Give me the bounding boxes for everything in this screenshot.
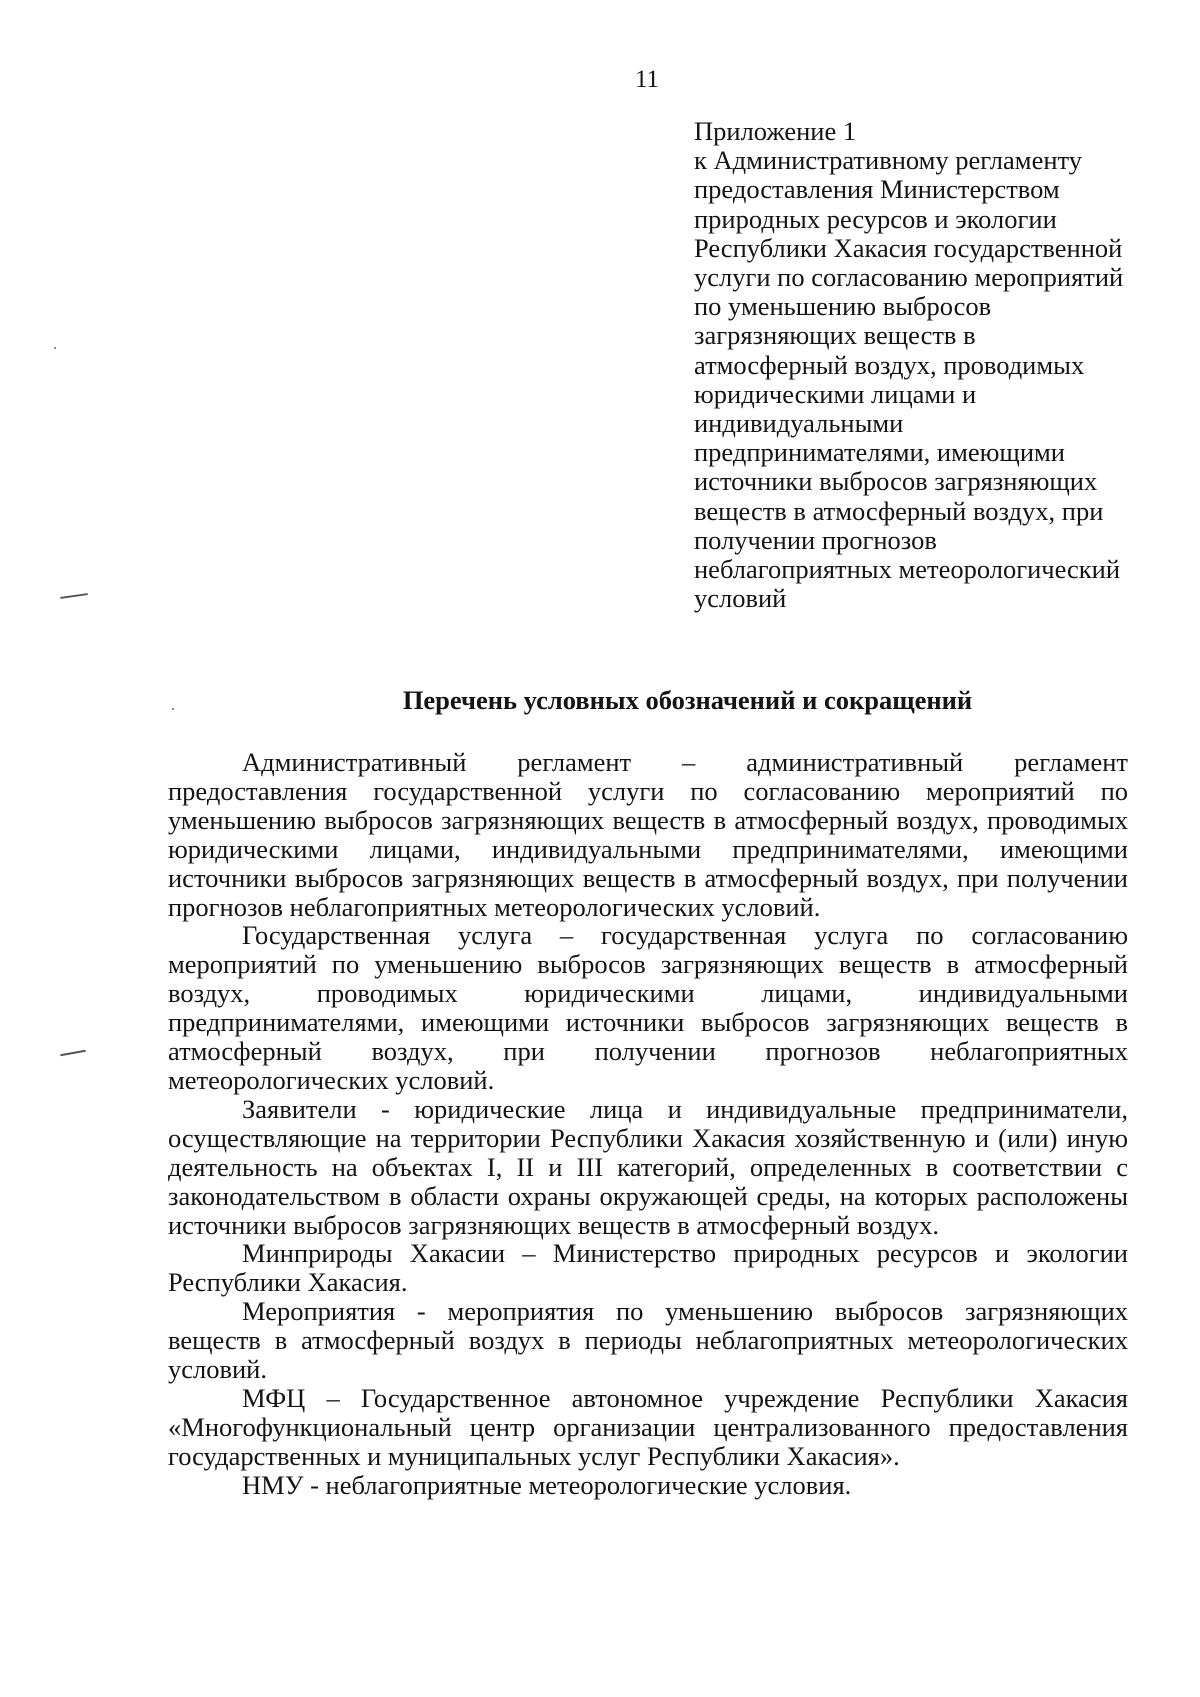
appendix-line: условий xyxy=(694,583,787,614)
definition-nmu: НМУ - неблагоприятные метеорологические условия. xyxy=(242,1469,852,1500)
scan-mark xyxy=(60,593,88,599)
appendix-header xyxy=(694,117,1134,613)
appendix-line: Республики Хакасия государственной xyxy=(694,232,1123,263)
appendix-line: веществ в атмосферный воздух, при xyxy=(694,495,1104,526)
definition-applicants: Заявители - юридические лица и индивидуальные предприниматели, осуществляющие на территории Республики Хакасия хозяйственную и (или) иную деятельность на объектах I, II и III категорий, определенных в соответствии с законодательством в области охраны окружающей среды, на которых расположены источники выбросов загрязняющих веществ в атмосферный воздух. xyxy=(168,1093,1128,1240)
scan-mark xyxy=(60,1050,86,1056)
appendix-line: предпринимателями, имеющими xyxy=(694,437,1065,468)
appendix-line: атмосферный воздух, проводимых xyxy=(694,349,1085,380)
appendix-line: природных ресурсов и экологии xyxy=(694,203,1057,234)
appendix-line: предоставления Министерством xyxy=(694,174,1060,205)
definition-mfc: МФЦ – Государственное автономное учреждение Республики Хакасия «Многофункциональный центр организации централизованного предоставления государственных и муниципальных услуг Республики Хакасия». xyxy=(168,1382,1128,1471)
section-heading: Перечень условных обозначений и сокращений xyxy=(402,685,973,715)
appendix-line: получении прогнозов xyxy=(694,524,937,555)
page-number: 11 xyxy=(634,66,660,93)
appendix-line: источники выбросов загрязняющих xyxy=(694,466,1098,497)
appendix-line: неблагоприятных метеорологический xyxy=(694,554,1121,585)
appendix-line: индивидуальными xyxy=(694,408,904,439)
definition-measures: Мероприятия - мероприятия по уменьшению выбросов загрязняющих веществ в атмосферный воздух в периоды неблагоприятных метеорологических условий. xyxy=(168,1296,1128,1385)
definition-ministry: Минприроды Хакасии – Министерство природных ресурсов и экологии Республики Хакасия. xyxy=(168,1238,1128,1298)
appendix-line: загрязняющих веществ в xyxy=(694,320,976,351)
definitions-list xyxy=(168,748,1128,1500)
scan-dot xyxy=(172,708,174,710)
definition-state-service: Государственная услуга – государственная услуга по согласованию мероприятий по уменьшению выбросов загрязняющих веществ в атмосферный воздух, проводимых юридическими лицами, индивидуальными предпринимателями, имеющими источники выбросов загрязняющих веществ в атмосферный воздух, при получении прогнозов неблагоприятных метеорологических условий. xyxy=(168,920,1128,1095)
appendix-line: услуги по согласованию мероприятий xyxy=(694,262,1124,293)
appendix-line: к Административному регламенту xyxy=(694,145,1082,176)
appendix-line: по уменьшению выбросов xyxy=(694,291,992,322)
appendix-line: Приложение 1 xyxy=(694,116,857,146)
appendix-line: юридическими лицами и xyxy=(694,378,977,409)
definition-administrative-regulation: Административный регламент – административный регламент предоставления государственной услуги по согласованию мероприятий по уменьшению выбросов загрязняющих веществ в атмосферный воздух, проводимых юридическими лицами, индивидуальными предпринимателями, имеющими источники выбросов загрязняющих веществ в атмосферный воздух, при получении прогнозов неблагоприятных метеорологических условий. xyxy=(168,747,1128,922)
scan-dot xyxy=(54,347,56,349)
